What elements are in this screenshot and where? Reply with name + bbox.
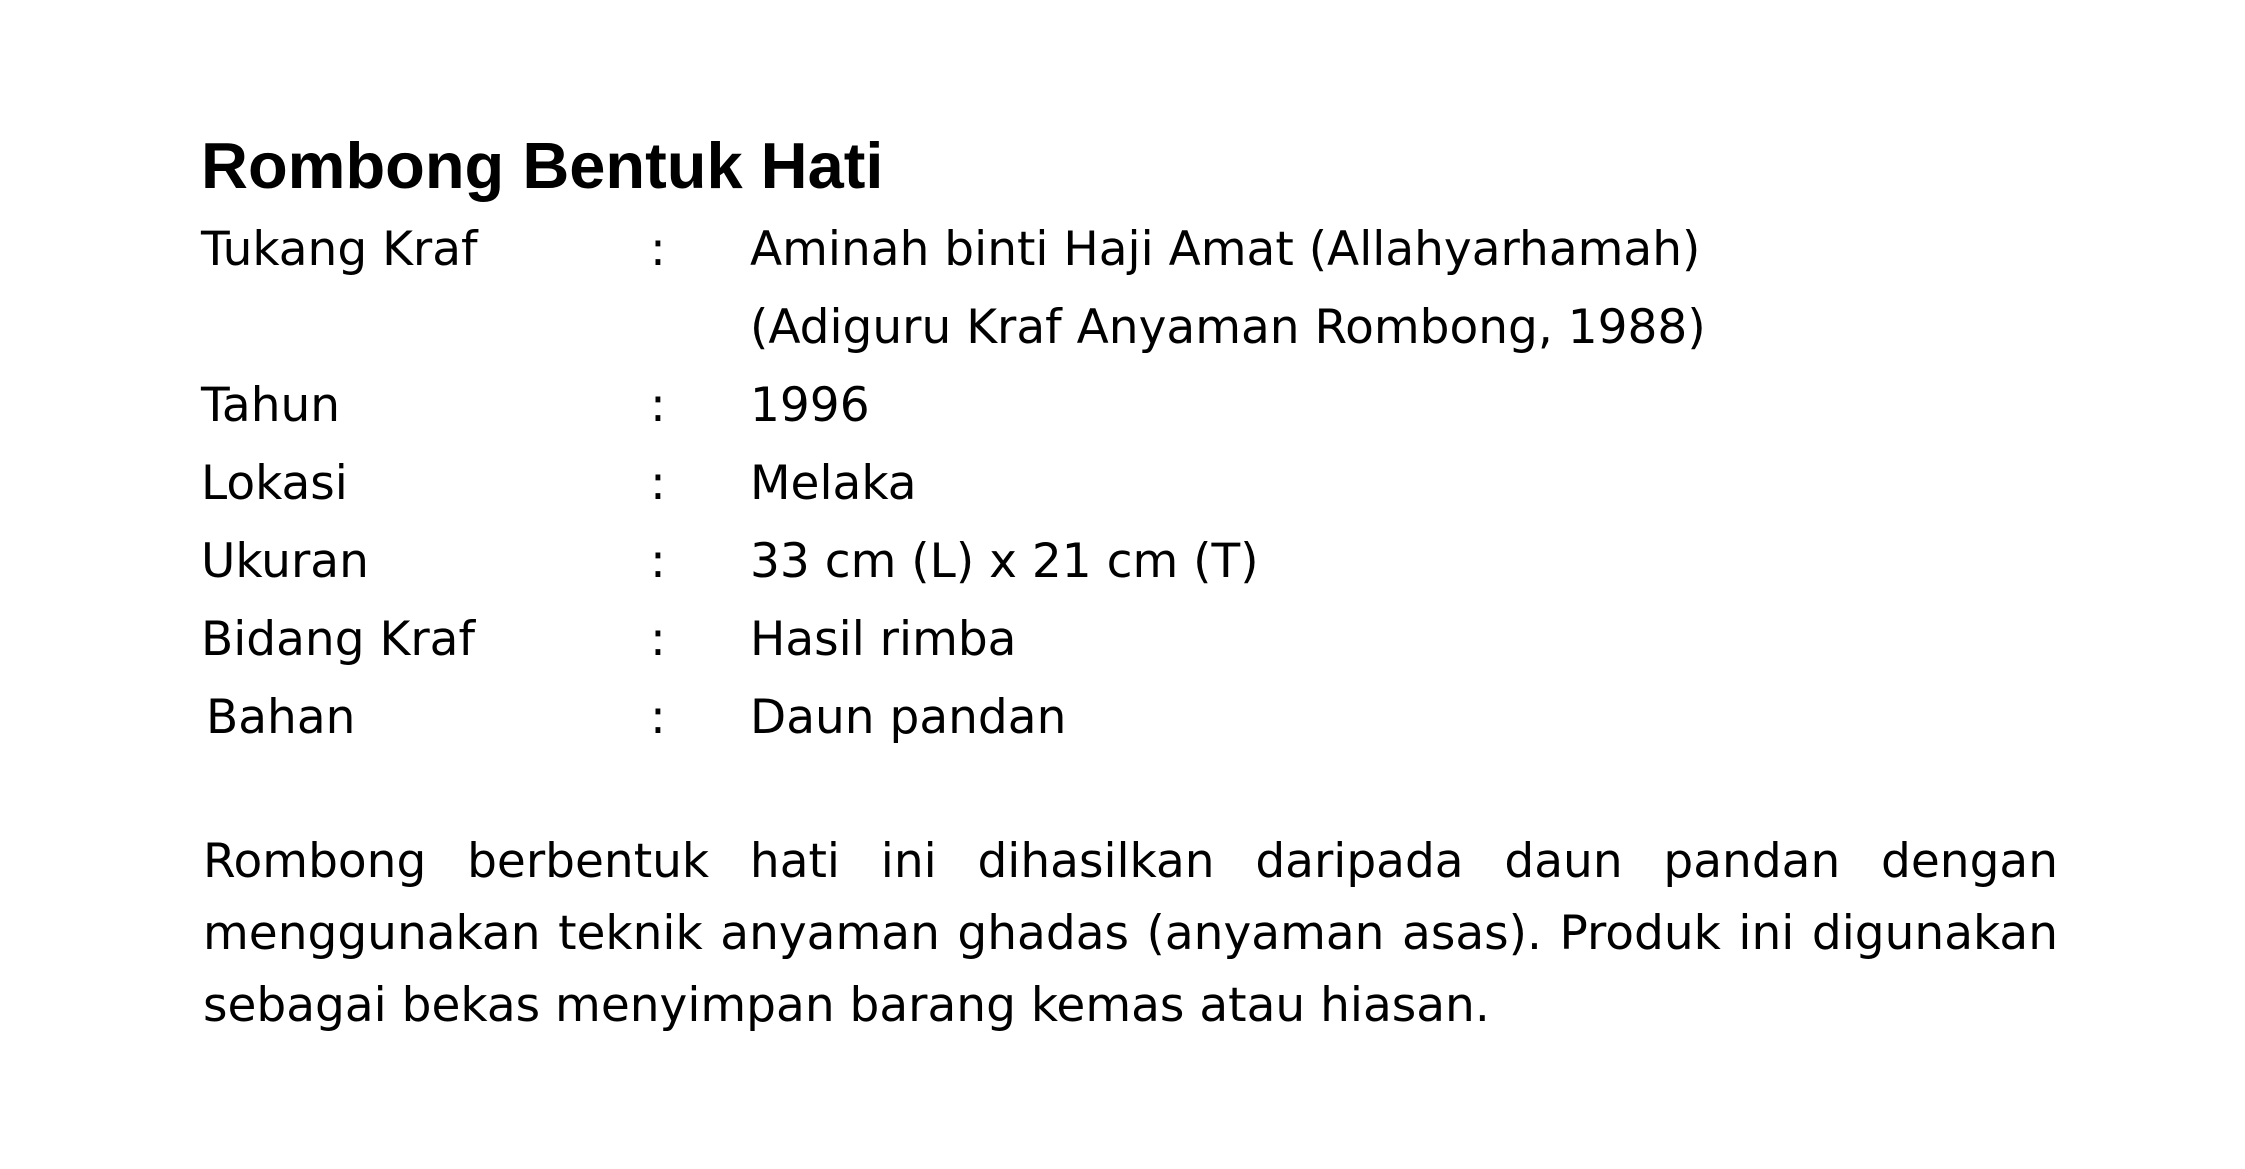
detail-value: Melaka — [750, 456, 917, 511]
details-table — [201, 211, 2051, 757]
detail-row-ukuran — [201, 523, 2051, 601]
detail-colon: : — [650, 690, 666, 745]
page-title: Rombong Bentuk Hati — [201, 129, 884, 202]
detail-row-bahan — [201, 679, 2051, 757]
detail-value: Hasil rimba — [750, 612, 1017, 667]
detail-colon: : — [650, 612, 666, 667]
detail-label: Tahun — [201, 378, 341, 433]
detail-colon: : — [650, 378, 666, 433]
detail-label: Bidang Kraf — [201, 612, 475, 667]
detail-label-empty — [201, 289, 650, 367]
detail-label: Ukuran — [201, 534, 369, 589]
detail-colon: : — [650, 456, 666, 511]
detail-value: Daun pandan — [750, 690, 1067, 745]
detail-row-tahun — [201, 367, 2051, 445]
detail-colon: : — [650, 222, 666, 277]
detail-value: 33 cm (L) x 21 cm (T) — [750, 534, 1259, 589]
detail-value-secondary: (Adiguru Kraf Anyaman Rombong, 1988) — [750, 300, 1706, 355]
detail-value: 1996 — [750, 378, 870, 433]
detail-row-tukang-kraf-continued — [201, 289, 2051, 367]
detail-label: Bahan — [206, 690, 356, 745]
detail-row-bidang-kraf — [201, 601, 2051, 679]
detail-colon-empty — [650, 289, 750, 367]
detail-row-lokasi — [201, 445, 2051, 523]
detail-value: Aminah binti Haji Amat (Allahyarhamah) — [750, 222, 1701, 277]
detail-label: Tukang Kraf — [201, 222, 478, 277]
detail-row-tukang-kraf — [201, 211, 2051, 289]
description-paragraph: Rombong berbentuk hati ini dihasilkan daripada daun pandan dengan menggunakan teknik anyaman ghadas (anyaman asas). Produk ini digunakan sebagai bekas menyimpan barang kemas atau hiasan. — [203, 834, 2058, 1033]
detail-colon: : — [650, 534, 666, 589]
detail-label: Lokasi — [201, 456, 348, 511]
